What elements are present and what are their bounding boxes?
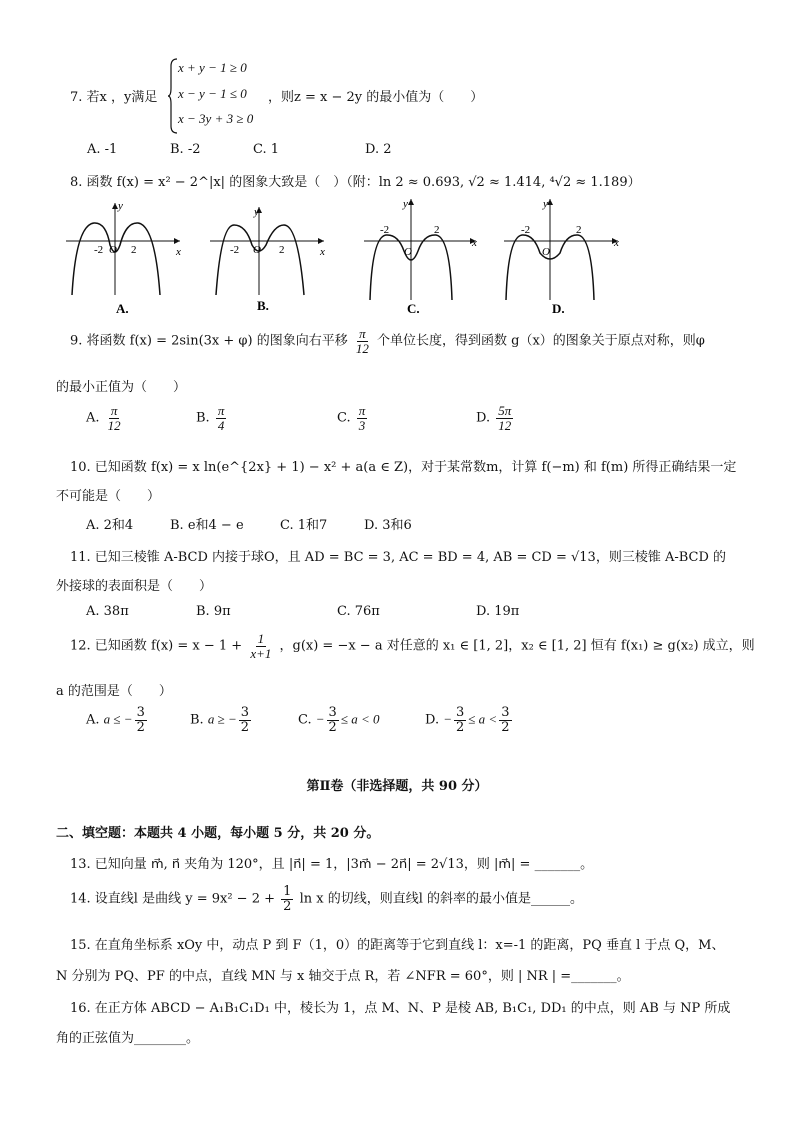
q11-option-b: B. 9π [196,604,231,619]
q7-option-c: C. 1 [253,142,280,157]
graph-a-origin: O [109,244,117,256]
q11-stem-a: 11. 已知三棱锥 A-BCD 内接于球O，且 AD = BC = 3, AC = BD = 4, AB = CD = √13，则三棱锥 A-BCD 的 [70,550,727,565]
q9-stem-a: 9. 将函数 f(x) = 2sin(3x + φ) 的图象向右平移 [70,333,348,349]
q12-option-c: C. − $\frac{3}{2}$ ≤ a < 0 [298,705,380,735]
q9-stem-c: 的最小正值为（ ） [56,380,187,395]
graph-b-y-label: y [254,206,259,218]
graph-c [364,198,477,316]
graph-a-tick-neg: -2 [94,244,104,256]
q10-option-b: B. e和4 − e [170,518,244,533]
q10-option-a: A. 2和4 [86,518,134,533]
q9-shift-fraction: $\frac{\pi}{12}$ [355,326,369,356]
q10-option-c: C. 1和7 [280,518,328,533]
graph-a [66,200,181,316]
graph-b-x-label: x [320,246,325,258]
graph-a-y-label: y [118,200,123,212]
graph-c-y-label: y [403,198,408,210]
q7-constraint-2: x − y − 1 ≤ 0 [178,86,247,101]
q7-constraint-3: x − 3y + 3 ≥ 0 [178,111,254,126]
q9-line-1 [70,327,705,355]
q12-option-d: D. − $\frac{3}{2}$ ≤ a < $\frac{3}{2}$ [425,705,510,735]
q11-option-d: D. 19π [476,604,520,619]
graph-c-tick-pos: 2 [434,224,440,236]
q12-stem-b: a 的范围是（ ） [56,684,172,699]
q7-stem: 7. 若x ，y满足 [70,90,158,105]
graph-c-tick-neg: -2 [380,224,390,236]
q16-line-2: 角的正弦值为________。 [56,1031,200,1046]
q11-option-a: A. 38π [86,604,129,619]
q15-line-1: 15. 在直角坐标系 xOy 中，动点 P 到 F（1，0）的距离等于它到直线 l：x=-1 的距离，PQ 垂直 l 于点 Q，M、 [70,938,725,953]
q7-constraint-1: x + y − 1 ≥ 0 [178,60,247,75]
q10-option-d: D. 3和6 [364,518,412,533]
graph-b-tick-pos: 2 [279,244,285,256]
q10-stem-a: 10. 已知函数 f(x) = x ln(e^{2x} + 1) − x² + a(a ∈ Z)，对于某常数m，计算 f(−m) 和 f(m) 所得正确结果一定 [70,460,737,475]
graph-c-label: C. [407,301,420,316]
graph-d-tick-neg: -2 [521,224,531,236]
q9-option-a: A. $\frac{\pi}{12}$ [86,403,121,433]
q12-fraction: $\frac{1}{x+1}$ [250,631,272,661]
q12-option-a: A. a ≤ − $\frac{3}{2}$ [86,705,145,735]
graph-d-label: D. [552,301,565,316]
graph-c-x-label: x [472,237,477,249]
section-title: 第Ⅱ卷（非选择题，共 90 分） [306,779,488,794]
graph-d [504,198,619,316]
q9-option-b: B. $\frac{\pi}{4}$ [196,403,225,433]
system-brace [168,58,178,134]
q13-text: 13. 已知向量 m⃗, n⃗ 夹角为 120°，且 |n⃗| = 1，|3m⃗ − 2n⃗| = 2√13，则 |m⃗| = _______。 [70,857,594,872]
graph-b-tick-neg: -2 [230,244,240,256]
q14-line: 14. 设直线l 是曲线 y = 9x² − 2 + $\frac{1}{2}$ ln x 的切线，则直线l 的斜率的最小值是______。 [70,884,583,914]
q11-option-c: C. 76π [337,604,380,619]
graph-d-origin: O [542,246,550,258]
graph-a-label: A. [116,301,129,316]
graph-d-x-label: x [614,237,619,249]
q8-stem: 8. 函数 f(x) = x² − 2^|x| 的图象大致是（ ）（附：ln 2 ≈ 0.693, √2 ≈ 1.414, ⁴√2 ≈ 1.189） [70,175,641,190]
q9-stem-b: 个单位长度，得到函数 g（x）的图象关于原点对称，则φ [377,333,705,349]
q9-option-c: C. $\frac{\pi}{3}$ [337,403,366,433]
part-heading: 二、填空题：本题共 4 小题，每小题 5 分，共 20 分。 [56,826,380,841]
q11-stem-b: 外接球的表面积是（ ） [56,579,213,594]
q15-line-2: N 分别为 PQ、PF 的中点，直线 MN 与 x 轴交于点 R，若 ∠NFR = 60°，则 | NR | =_______。 [56,969,630,984]
graph-b [210,206,325,313]
q7-option-d: D. 2 [365,142,392,157]
q10-stem-b: 不可能是（ ） [56,489,161,504]
graph-a-x-label: x [176,246,181,258]
q7-option-b: B. -2 [170,142,201,157]
graph-c-origin: O [404,246,412,258]
q12-line-1: 12. 已知函数 f(x) = x − 1 + $\frac{1}{x+1}$ ，g(x) = −x − a 对任意的 x₁ ∈ [1, 2]，x₂ ∈ [1, 2] 恒有 f(x₁) ≥ g(x₂) 成立，则 [70,631,755,661]
graph-b-origin: O [253,244,261,256]
graph-d-y-label: y [543,198,548,210]
q7-tail: ，则z = x − 2y 的最小值为（ ） [268,90,484,105]
q8-graphs [60,195,630,320]
q12-option-b: B. a ≥ − $\frac{3}{2}$ [190,705,250,735]
graph-a-tick-pos: 2 [131,244,137,256]
q14-fraction: $\frac{1}{2}$ [283,884,292,914]
graph-b-label: B. [257,298,269,313]
q16-line-1: 16. 在正方体 ABCD − A₁B₁C₁D₁ 中，棱长为 1，点 M、N、P 是棱 AB, B₁C₁, DD₁ 的中点，则 AB 与 NP 所成 [70,1001,731,1016]
graph-d-tick-pos: 2 [576,224,582,236]
q7-option-a: A. -1 [87,142,118,157]
q9-option-d: D. $\frac{5\pi}{12}$ [476,403,512,433]
